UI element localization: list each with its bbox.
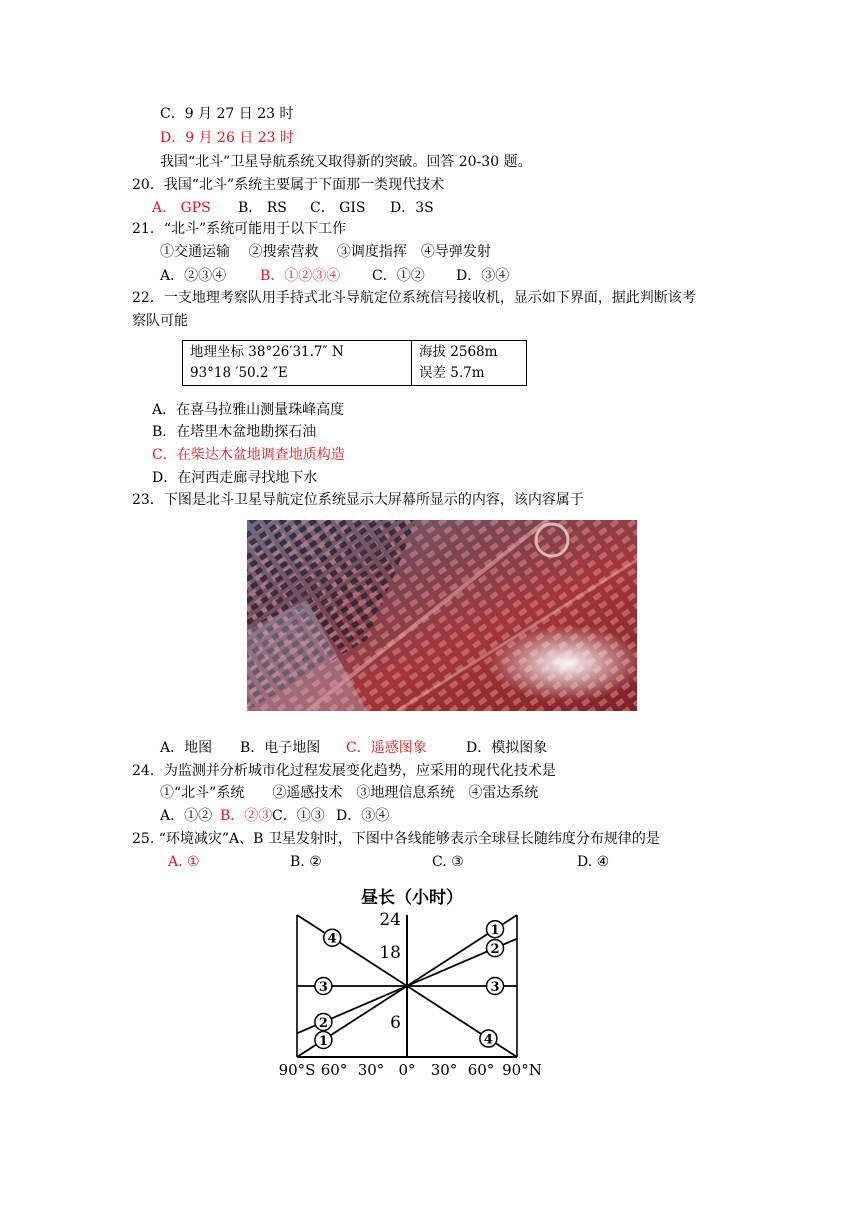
- q22-option-b: B．在塔里木盆地勘探石油: [152, 424, 317, 440]
- gps-error: 误差 5.7m: [419, 365, 485, 381]
- gps-altitude-error: [412, 341, 527, 386]
- x-tick-30s: 30°: [357, 1061, 385, 1079]
- series-label-1: 1: [490, 923, 500, 939]
- series-label-2: 2: [318, 1015, 328, 1031]
- y-tick-6: 6: [390, 1013, 401, 1033]
- q20-option-b: B． RS: [238, 200, 287, 216]
- gps-latitude: 地理坐标 38°26′31.7″ N: [190, 344, 344, 360]
- q24-option-b: B．②③: [220, 808, 273, 824]
- q20-option-d: D．3S: [390, 200, 434, 216]
- q24-option-d: D．③④: [336, 808, 390, 824]
- q23-option-d: D．模拟图象: [466, 740, 548, 756]
- remote-sensing-image: [247, 520, 637, 711]
- series-label-2: 2: [490, 942, 500, 958]
- q24-option-c: C．①③: [272, 808, 325, 824]
- x-tick-90n: 90°N: [502, 1061, 542, 1079]
- q20-stem: 20．我国“北斗”系统主要属于下面那一类现代技术: [132, 177, 445, 193]
- gps-longitude: 93°18 ′50.2 ″E: [190, 365, 288, 381]
- q21-items: ①交通运输 ②搜索营救 ③调度指挥 ④导弹发射: [160, 244, 491, 260]
- q25-option-a: A. ①: [168, 854, 200, 870]
- intro-text: 我国“北斗”卫星导航系统又取得新的突破。回答 20-30 题。: [160, 154, 532, 170]
- q22-option-c: C．在柴达木盆地调查地质构造: [152, 447, 345, 463]
- q21-stem: 21．“北斗”系统可能用于以下工作: [132, 221, 347, 237]
- x-tick-0: 0°: [398, 1061, 416, 1079]
- x-tick-30n: 30°: [430, 1061, 458, 1079]
- q22-stem-line2: 察队可能: [132, 313, 188, 329]
- gps-altitude: 海拔 2568m: [419, 344, 498, 360]
- q20-option-a: A． GPS: [152, 200, 211, 216]
- q21-option-a: A．②③④: [160, 268, 227, 284]
- q23-option-a: A．地图: [160, 740, 213, 756]
- q22-option-a: A．在喜马拉雅山测量珠峰高度: [152, 402, 345, 418]
- q23-option-b: B．电子地图: [240, 740, 321, 756]
- q24-items: ①“北斗”系统 ②遥感技术 ③地理信息系统 ④雷达系统: [160, 785, 539, 801]
- series-label-3: 3: [490, 980, 500, 995]
- series-label-4: 4: [327, 931, 337, 947]
- q25-option-c: C. ③: [432, 854, 464, 870]
- q25-stem: 25. “环境减灾”A、B 卫星发射时，下图中各线能够表示全球昼长随纬度分布规律的是: [132, 831, 660, 847]
- y-tick-18: 18: [379, 943, 401, 963]
- x-tick-60s: 60°: [320, 1061, 348, 1079]
- chart-title: 昼长（小时）: [361, 888, 463, 908]
- q21-option-b: B．①②③④: [260, 268, 341, 284]
- series-label-1: 1: [318, 1033, 328, 1049]
- y-tick-24: 24: [379, 910, 401, 930]
- day-length-chart: [275, 885, 550, 1080]
- q21-option-c: C．①②: [372, 268, 425, 284]
- gps-readout-table: [182, 340, 527, 386]
- q24-option-a: A．①②: [160, 808, 213, 824]
- series-label-3: 3: [318, 980, 328, 995]
- q23-option-c: C．遥感图象: [346, 740, 427, 756]
- q22-option-d: D．在河西走廊寻找地下水: [152, 470, 318, 486]
- q19-option-d: D．9 月 26 日 23 时: [160, 130, 295, 146]
- x-tick-90s: 90°S: [278, 1061, 316, 1079]
- q24-stem: 24．为监测并分析城市化过程发展变化趋势，应采用的现代化技术是: [132, 763, 556, 779]
- x-tick-60n: 60°: [467, 1061, 495, 1079]
- q25-option-b: B. ②: [290, 854, 322, 870]
- q21-option-d: D．③④: [456, 268, 510, 284]
- q23-stem: 23．下图是北斗卫星导航定位系统显示大屏幕所显示的内容，该内容属于: [132, 492, 584, 508]
- q25-option-d: D. ④: [577, 854, 610, 870]
- q20-option-c: C． GIS: [310, 200, 366, 216]
- gps-coordinates: [183, 341, 412, 386]
- q19-option-c: C．9 月 27 日 23 时: [160, 106, 294, 122]
- series-label-4: 4: [483, 1032, 493, 1048]
- q22-stem-line1: 22．一支地理考察队用手持式北斗导航定位系统信号接收机，显示如下界面，据此判断该考: [132, 290, 696, 306]
